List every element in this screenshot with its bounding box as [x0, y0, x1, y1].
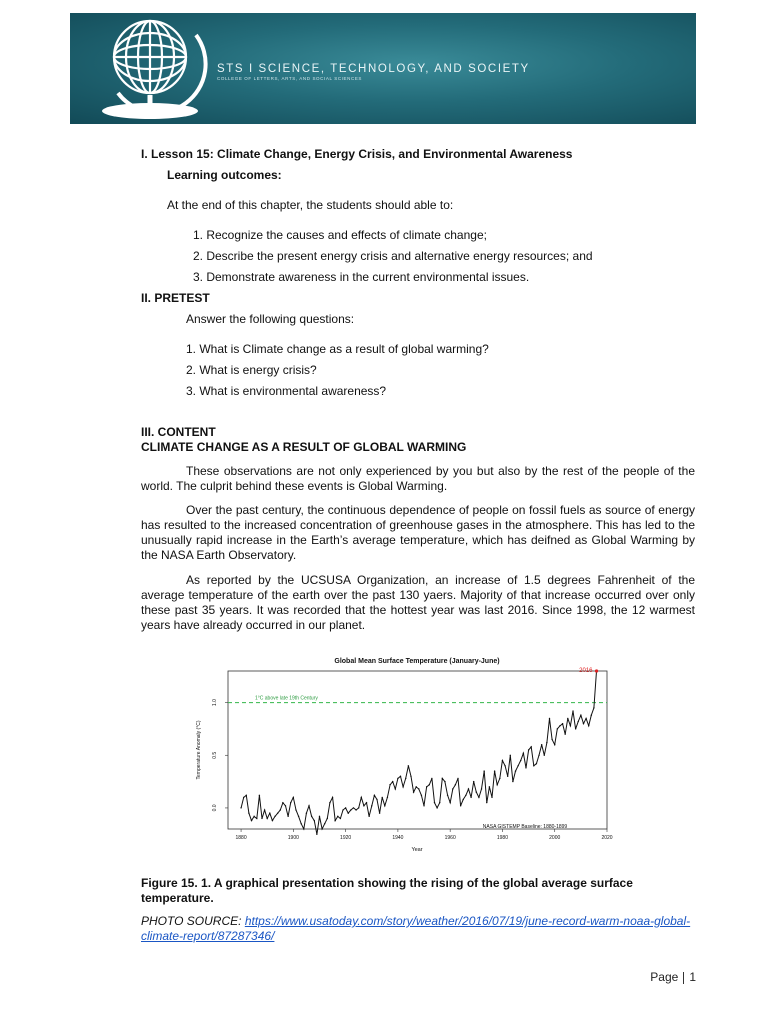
data-point: [408, 765, 409, 766]
data-point: [483, 770, 484, 771]
data-point: [332, 797, 333, 798]
data-point: [585, 718, 586, 719]
x-tick-label: 1980: [496, 835, 509, 841]
data-point: [290, 802, 291, 803]
photo-source: [141, 914, 695, 944]
data-point: [429, 784, 430, 785]
content-heading: III. CONTENT: [141, 425, 216, 439]
data-point: [512, 781, 513, 782]
data-point: [251, 820, 252, 821]
data-point: [274, 816, 275, 817]
data-point: [256, 818, 257, 819]
data-point: [337, 816, 338, 817]
x-tick-label: 1880: [235, 835, 247, 841]
data-point: [316, 834, 317, 835]
outcome-item: 2. Describe the present energy crisis and alternative energy resources; and: [193, 249, 593, 263]
data-point: [329, 802, 330, 803]
data-point: [525, 767, 526, 768]
data-point: [546, 742, 547, 743]
data-point: [533, 765, 534, 766]
data-point: [243, 797, 244, 798]
data-point: [282, 802, 283, 803]
header-banner: [70, 13, 696, 124]
data-point: [382, 797, 383, 798]
data-point: [572, 710, 573, 711]
pretest-question: 2. What is energy crisis?: [186, 363, 317, 377]
outcome-item: 1. Recognize the causes and effects of climate change;: [193, 228, 487, 242]
data-point: [293, 797, 294, 798]
x-tick-label: 1940: [392, 835, 404, 841]
data-point: [306, 813, 307, 814]
data-point: [465, 795, 466, 796]
data-point: [264, 809, 265, 810]
data-point: [384, 805, 385, 806]
data-point: [476, 791, 477, 792]
data-point: [460, 805, 461, 806]
reference-line-label: 1°C above late 19th Century: [255, 695, 318, 702]
y-axis-label: Temperature Anomaly (°C): [196, 720, 202, 780]
data-point: [303, 828, 304, 829]
data-point: [507, 776, 508, 777]
globe-icon: [78, 15, 238, 123]
data-point: [434, 802, 435, 803]
data-point: [269, 813, 270, 814]
pretest-heading: II. PRETEST: [141, 291, 210, 305]
data-point: [541, 744, 542, 745]
data-point: [387, 797, 388, 798]
data-point: [510, 755, 511, 756]
data-point: [567, 718, 568, 719]
x-tick-label: 1900: [287, 835, 299, 841]
data-point: [368, 816, 369, 817]
data-point: [423, 805, 424, 806]
outcomes-heading: Learning outcomes:: [167, 168, 282, 182]
data-point: [267, 818, 268, 819]
data-point: [447, 795, 448, 796]
data-point: [481, 788, 482, 789]
data-point: [562, 723, 563, 724]
baseline-note: NASA GISTEMP Baseline: 1880-1899: [482, 824, 568, 830]
data-point: [531, 746, 532, 747]
page-label: Page: [650, 970, 679, 984]
data-point: [549, 718, 550, 719]
data-point: [395, 788, 396, 789]
data-point: [591, 715, 592, 716]
data-point: [421, 795, 422, 796]
data-point: [463, 799, 464, 800]
x-tick-label: 2000: [549, 835, 561, 841]
data-point: [348, 813, 349, 814]
data-point: [455, 784, 456, 785]
data-point: [415, 786, 416, 787]
data-point: [358, 807, 359, 808]
data-point: [578, 721, 579, 722]
data-point: [575, 728, 576, 729]
chart-title: Global Mean Surface Temperature (January-June): [334, 658, 500, 665]
data-point: [248, 813, 249, 814]
data-point: [240, 807, 241, 808]
data-point: [457, 778, 458, 779]
temperature-chart: [190, 654, 630, 856]
data-point: [570, 725, 571, 726]
content-paragraph: These observations are not only experienced by you but also by the rest of the people of the world. The culprit behind these events is Global Warming.: [141, 464, 695, 493]
highlight-label: 2016: [579, 668, 593, 674]
data-point: [327, 818, 328, 819]
data-point: [502, 760, 503, 761]
data-point: [389, 784, 390, 785]
data-point: [253, 816, 254, 817]
data-point: [504, 765, 505, 766]
data-point: [379, 813, 380, 814]
data-point: [557, 728, 558, 729]
data-point: [517, 765, 518, 766]
data-point: [431, 778, 432, 779]
data-point: [497, 784, 498, 785]
data-point: [363, 805, 364, 806]
data-point: [321, 828, 322, 829]
data-point: [371, 805, 372, 806]
outcome-item: 3. Demonstrate awareness in the current environmental issues.: [193, 270, 530, 284]
data-point: [442, 778, 443, 779]
data-point: [559, 725, 560, 726]
outcomes-intro: At the end of this chapter, the students should able to:: [167, 198, 454, 212]
pretest-question: 1. What is Climate change as a result of global warming?: [186, 342, 489, 356]
data-point: [499, 778, 500, 779]
data-point: [366, 802, 367, 803]
data-point: [350, 809, 351, 810]
pretest-intro: Answer the following questions:: [186, 312, 355, 326]
data-point: [400, 776, 401, 777]
x-tick-label: 1960: [444, 835, 456, 841]
data-point: [580, 715, 581, 716]
data-point: [426, 786, 427, 787]
data-point: [520, 760, 521, 761]
highlight-point: [595, 669, 598, 672]
data-point: [410, 776, 411, 777]
data-point: [340, 818, 341, 819]
data-point: [494, 770, 495, 771]
data-point: [298, 816, 299, 817]
data-point: [405, 778, 406, 779]
data-point: [554, 744, 555, 745]
footer-divider: [683, 972, 684, 984]
data-point: [311, 816, 312, 817]
data-point: [439, 802, 440, 803]
header-subtitle: COLLEGE OF LETTERS, ARTS, AND SOCIAL SCIENCES: [217, 76, 363, 81]
y-tick-label: 0.5: [212, 751, 218, 759]
data-point: [551, 739, 552, 740]
data-point: [259, 795, 260, 796]
data-point: [544, 755, 545, 756]
data-point: [261, 818, 262, 819]
data-point: [528, 749, 529, 750]
data-point: [452, 788, 453, 789]
data-point: [392, 781, 393, 782]
data-point: [538, 755, 539, 756]
data-point: [374, 795, 375, 796]
data-point: [246, 795, 247, 796]
data-point: [295, 809, 296, 810]
data-point: [402, 786, 403, 787]
content-paragraph: Over the past century, the continuous dependence of people on fossil fuels as source of energy has resulted to the increased concentration of greenhouse gases in the atmosphere. This has led to the unusually rapid increase in the Earth’s average temperature, which has deifned as Global Warming by the NASA Earth Observatory.: [141, 503, 695, 562]
y-tick-label: 0.0: [212, 804, 218, 812]
figure-caption: Figure 15. 1. A graphical presentation showing the rising of the global average surface temperature.: [141, 876, 633, 905]
data-point: [334, 820, 335, 821]
data-point: [361, 797, 362, 798]
data-point: [418, 788, 419, 789]
page-footer: [650, 970, 696, 984]
x-tick-label: 1920: [340, 835, 352, 841]
pretest-question: 3. What is environmental awareness?: [186, 384, 387, 398]
data-point: [523, 752, 524, 753]
data-point: [564, 734, 565, 735]
x-tick-label: 2020: [601, 835, 613, 841]
page-number: 1: [689, 970, 696, 984]
header-title: STS I SCIENCE, TECHNOLOGY, AND SOCIETY: [217, 63, 530, 75]
data-point: [376, 799, 377, 800]
data-point: [436, 807, 437, 808]
data-point: [285, 805, 286, 806]
data-point: [468, 788, 469, 789]
data-point: [319, 816, 320, 817]
data-point: [478, 797, 479, 798]
data-point: [397, 778, 398, 779]
data-point: [536, 763, 537, 764]
content-subheading: CLIMATE CHANGE AS A RESULT OF GLOBAL WARMING: [141, 440, 467, 454]
data-point: [355, 809, 356, 810]
data-point: [486, 802, 487, 803]
data-point: [413, 791, 414, 792]
data-point: [300, 823, 301, 824]
data-point: [324, 823, 325, 824]
data-point: [287, 816, 288, 817]
data-point: [491, 797, 492, 798]
data-point: [588, 725, 589, 726]
data-point: [593, 707, 594, 708]
x-axis-label: Year: [411, 847, 423, 853]
data-point: [515, 770, 516, 771]
data-point: [473, 781, 474, 782]
data-point: [280, 809, 281, 810]
data-point: [444, 781, 445, 782]
data-point: [470, 797, 471, 798]
data-point: [449, 802, 450, 803]
data-point: [583, 723, 584, 724]
y-tick-label: 1.0: [212, 699, 218, 707]
data-point: [314, 820, 315, 821]
data-point: [308, 805, 309, 806]
photo-source-link[interactable]: https://www.usatoday.com/story/weather/2016/07/19/june-record-warm-noaa-global-climate-report/87287346/: [141, 914, 691, 943]
data-point: [272, 820, 273, 821]
lesson-title: I. Lesson 15: Climate Change, Energy Crisis, and Environmental Awareness: [141, 147, 573, 161]
photo-source-label: PHOTO SOURCE:: [141, 914, 242, 928]
data-point: [345, 807, 346, 808]
data-point: [353, 807, 354, 808]
content-paragraph: As reported by the UCSUSA Organization, an increase of 1.5 degrees Fahrenheit of the average temperature of the earth over the past 130 yaers. Majority of that increase occurred over only these past 35 years. It was recorded that the hottest year was last 2016. Since 1998, the 12 warmest years have already occurred in our planet.: [141, 573, 695, 632]
data-point: [489, 786, 490, 787]
data-point: [342, 809, 343, 810]
data-point: [277, 813, 278, 814]
